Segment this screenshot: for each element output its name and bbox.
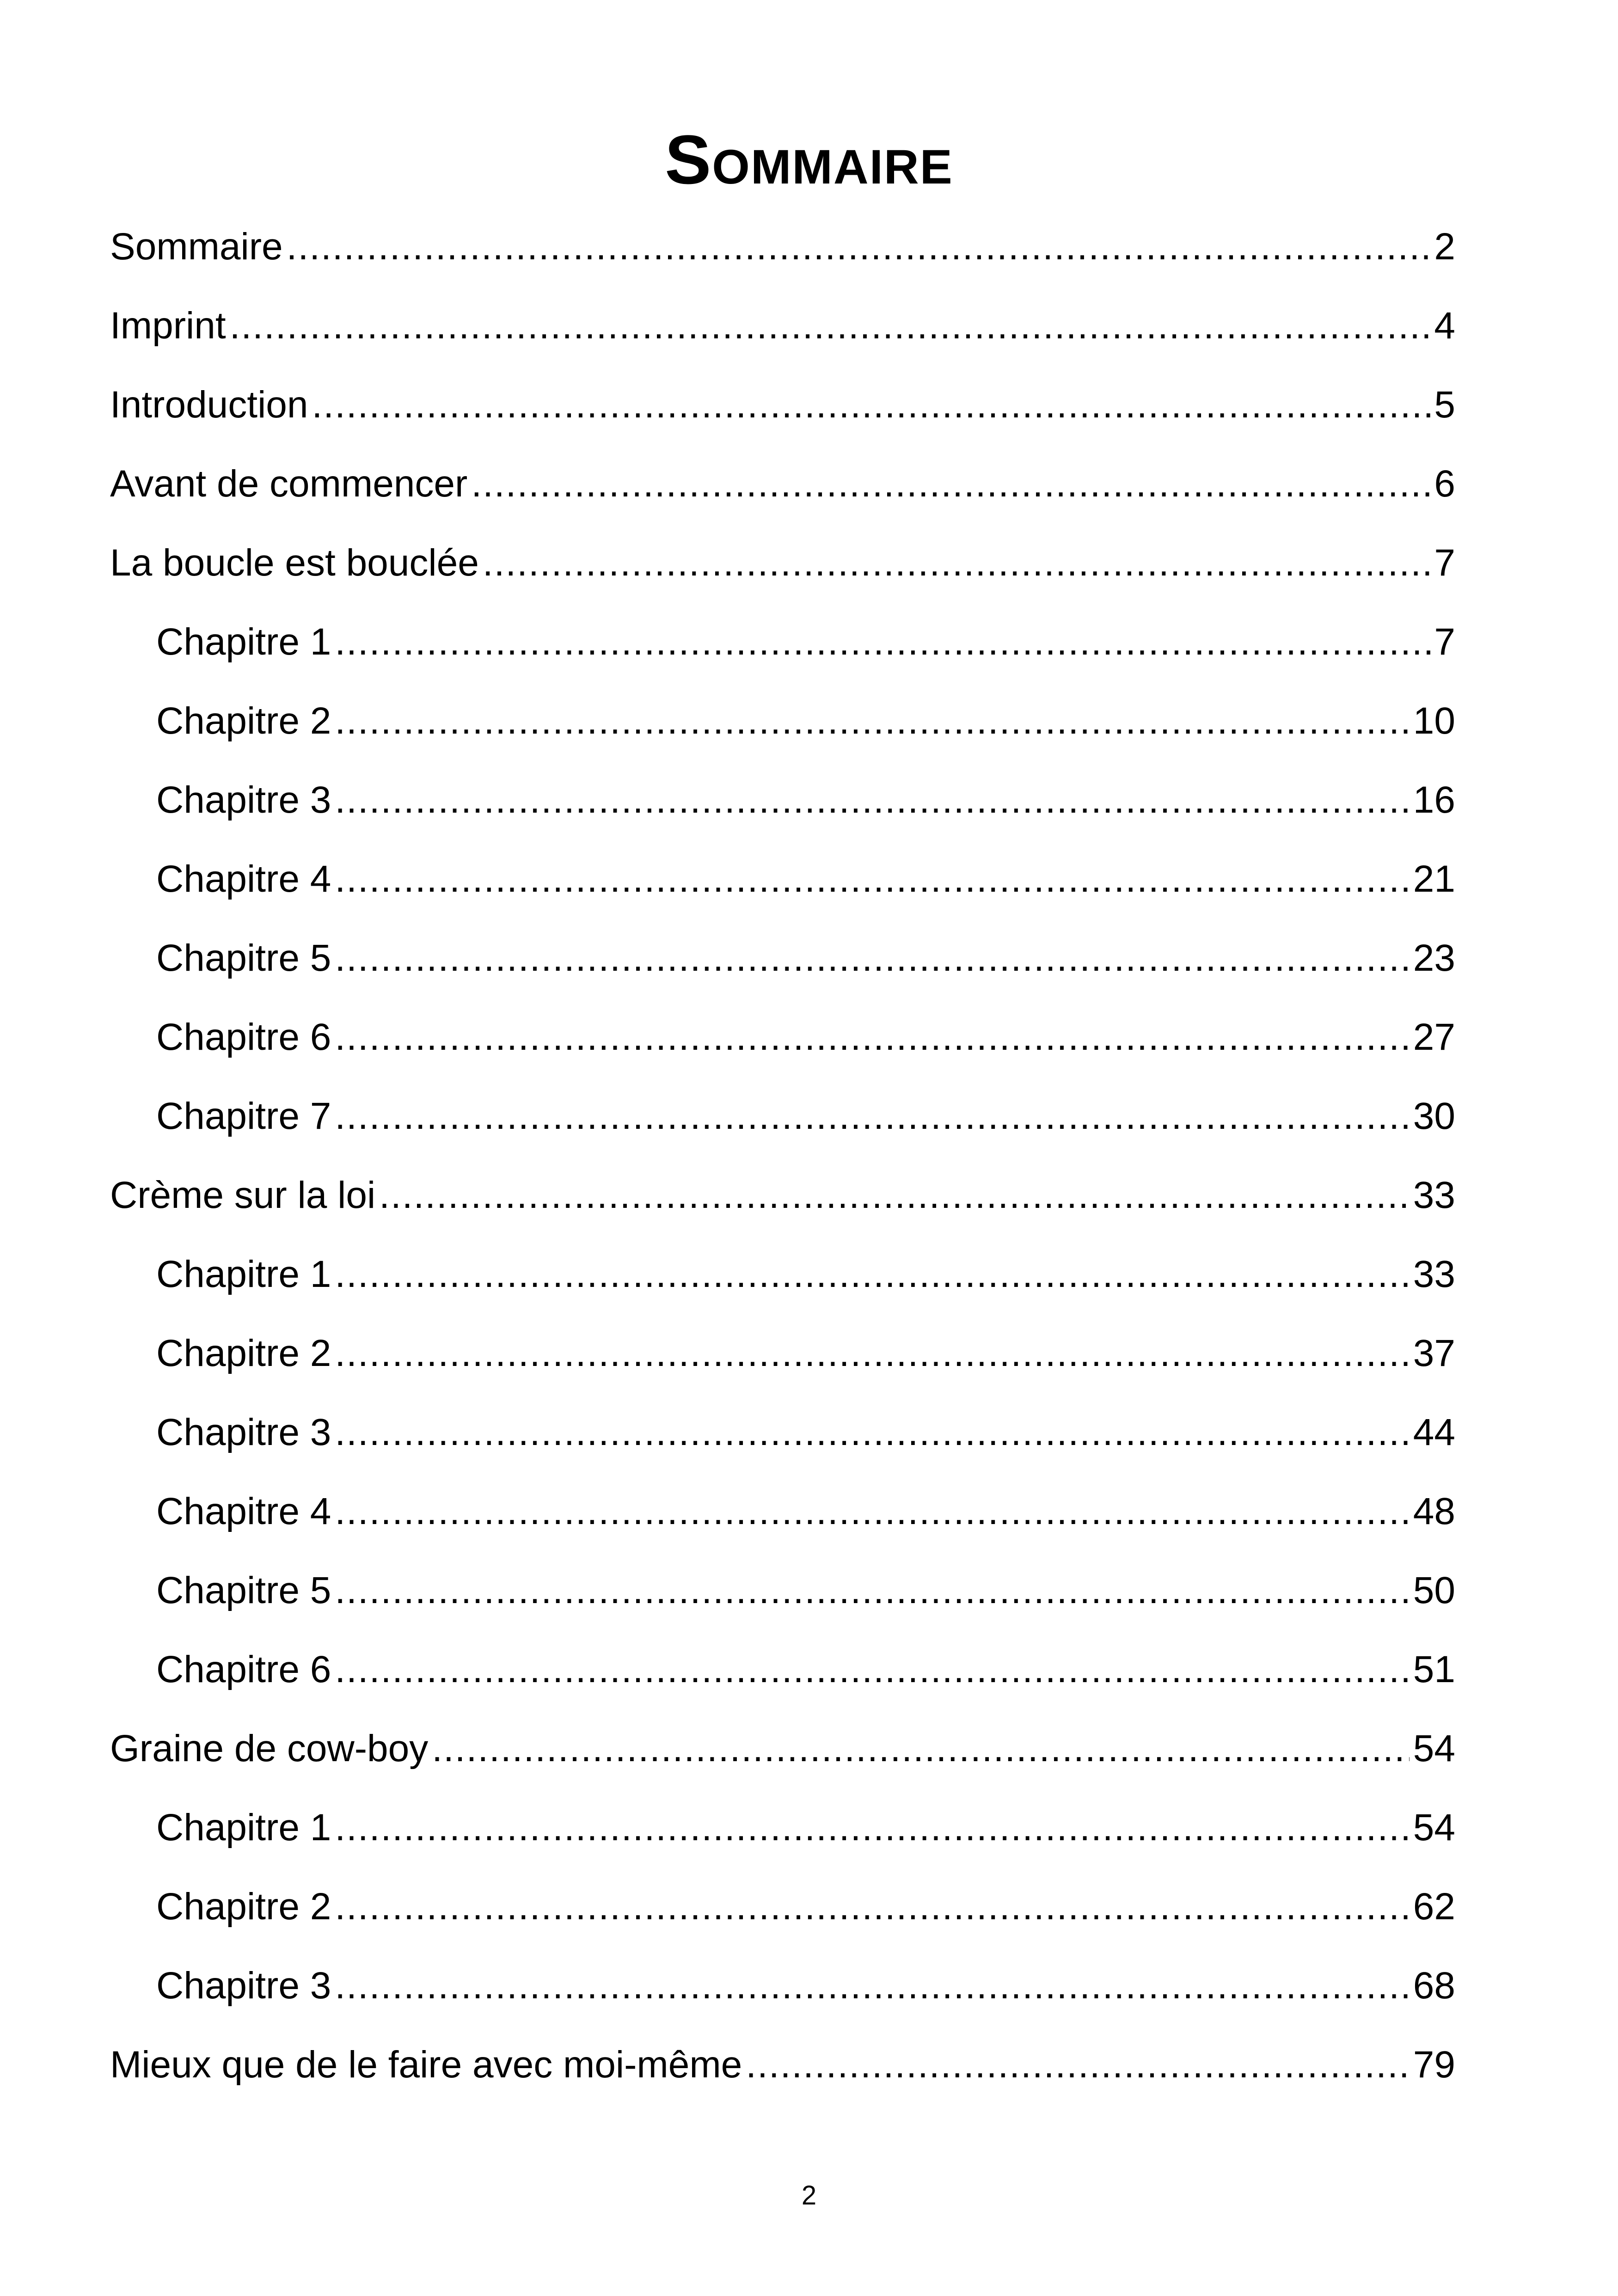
toc-entry-page: 7 xyxy=(1434,621,1455,663)
toc-entry-label: Chapitre 3 xyxy=(156,1411,331,1453)
toc-entry[interactable] xyxy=(110,444,1455,523)
toc-entry-page: 2 xyxy=(1434,226,1455,268)
toc-dot-leader xyxy=(483,523,1431,602)
toc-entry-page: 33 xyxy=(1413,1174,1455,1216)
toc-entry[interactable] xyxy=(110,365,1455,444)
toc-entry-label: Chapitre 2 xyxy=(156,1332,331,1374)
toc-entry[interactable] xyxy=(110,2025,1455,2104)
toc-dot-leader xyxy=(379,1156,1410,1235)
toc-entry-page: 62 xyxy=(1413,1886,1455,1928)
toc-dot-leader xyxy=(335,1630,1409,1709)
toc-entry[interactable] xyxy=(110,1551,1455,1630)
toc-entry-label: Chapitre 6 xyxy=(156,1648,331,1690)
toc-entry-page: 27 xyxy=(1413,1016,1455,1058)
toc-entry[interactable] xyxy=(110,918,1455,998)
toc-entry-label: Chapitre 5 xyxy=(156,937,331,979)
toc-entry-label: Avant de commencer xyxy=(110,463,468,505)
toc-dot-leader xyxy=(335,681,1409,760)
toc-entry-page: 33 xyxy=(1413,1253,1455,1295)
toc-entry-page: 5 xyxy=(1434,384,1455,426)
toc-dot-leader xyxy=(432,1709,1410,1788)
toc-entry-page: 54 xyxy=(1413,1806,1455,1849)
toc-entry[interactable] xyxy=(110,998,1455,1077)
toc-entry-page: 10 xyxy=(1413,700,1455,742)
toc-entry-label: Chapitre 1 xyxy=(156,1253,331,1295)
toc-entry-page: 51 xyxy=(1413,1648,1455,1690)
toc-entry-label: Chapitre 3 xyxy=(156,779,331,821)
toc-entry[interactable] xyxy=(110,1393,1455,1472)
toc-dot-leader xyxy=(335,602,1430,681)
toc-entry[interactable] xyxy=(110,1235,1455,1314)
toc-entry-label: Mieux que de le faire avec moi-même xyxy=(110,2044,742,2086)
toc-entry-page: 79 xyxy=(1413,2044,1455,2086)
toc-dot-leader xyxy=(335,1867,1409,1946)
toc-dot-leader xyxy=(335,918,1409,998)
toc-entry-page: 48 xyxy=(1413,1490,1455,1532)
toc-entry-page: 7 xyxy=(1434,542,1455,584)
toc-entry-page: 21 xyxy=(1413,858,1455,900)
toc-entry-label: Chapitre 3 xyxy=(156,1965,331,2007)
page-number: 2 xyxy=(801,2180,817,2210)
toc-entry-label: Chapitre 1 xyxy=(156,1806,331,1849)
toc-dot-leader xyxy=(746,2025,1410,2104)
toc-entry-label: La boucle est bouclée xyxy=(110,542,479,584)
toc-entry-page: 4 xyxy=(1434,305,1455,347)
toc-entry[interactable] xyxy=(110,1077,1455,1156)
toc-entry[interactable] xyxy=(110,286,1455,365)
toc-entry[interactable] xyxy=(110,1630,1455,1709)
toc-entry-label: Chapitre 4 xyxy=(156,1490,331,1532)
toc-entry-label: Chapitre 6 xyxy=(156,1016,331,1058)
toc-dot-leader xyxy=(312,365,1431,444)
toc-entry-label: Chapitre 2 xyxy=(156,1886,331,1928)
toc-entry-label: Chapitre 2 xyxy=(156,700,331,742)
toc-dot-leader xyxy=(335,1788,1409,1867)
toc-dot-leader xyxy=(335,998,1409,1077)
toc-dot-leader xyxy=(335,1235,1409,1314)
toc-entry[interactable] xyxy=(110,839,1455,918)
toc-dot-leader xyxy=(335,1946,1409,2025)
toc-entry[interactable] xyxy=(110,1472,1455,1551)
toc-dot-leader xyxy=(335,1551,1409,1630)
toc-entry-page: 54 xyxy=(1413,1727,1455,1769)
toc-entry[interactable] xyxy=(110,1946,1455,2025)
toc-entry-label: Chapitre 7 xyxy=(156,1095,331,1137)
toc-entry[interactable] xyxy=(110,207,1455,286)
toc-dot-leader xyxy=(335,1472,1409,1551)
toc-entry-label: Graine de cow-boy xyxy=(110,1727,429,1769)
toc-entry-page: 37 xyxy=(1413,1332,1455,1374)
toc-entry-page: 44 xyxy=(1413,1411,1455,1453)
toc-entry[interactable] xyxy=(110,1314,1455,1393)
toc-entry-page: 30 xyxy=(1413,1095,1455,1137)
toc-dot-leader xyxy=(335,1393,1409,1472)
toc-entry[interactable] xyxy=(110,1709,1455,1788)
toc-entry-page: 50 xyxy=(1413,1569,1455,1611)
toc-entry-page: 23 xyxy=(1413,937,1455,979)
toc-dot-leader xyxy=(335,1077,1409,1156)
toc-entry-page: 6 xyxy=(1434,463,1455,505)
toc-entry[interactable] xyxy=(110,602,1455,681)
page-title: Sommaire xyxy=(665,121,953,198)
toc-dot-leader xyxy=(335,760,1409,839)
toc-entry-label: Imprint xyxy=(110,305,226,347)
toc-entry[interactable] xyxy=(110,1788,1455,1867)
toc-entry-page: 68 xyxy=(1413,1965,1455,2007)
toc-entry-label: Chapitre 1 xyxy=(156,621,331,663)
toc-dot-leader xyxy=(471,444,1430,523)
toc-entry[interactable] xyxy=(110,760,1455,839)
toc-entry-label: Sommaire xyxy=(110,226,283,268)
toc-entry-label: Introduction xyxy=(110,384,308,426)
toc-entry-label: Crème sur la loi xyxy=(110,1174,376,1216)
toc-dot-leader xyxy=(230,286,1431,365)
toc-dot-leader xyxy=(287,207,1431,286)
toc-entry-label: Chapitre 4 xyxy=(156,858,331,900)
toc-entry[interactable] xyxy=(110,1156,1455,1235)
toc-entry[interactable] xyxy=(110,1867,1455,1946)
toc-dot-leader xyxy=(335,839,1409,918)
table-of-contents xyxy=(110,207,1455,2104)
toc-entry-page: 16 xyxy=(1413,779,1455,821)
toc-entry[interactable] xyxy=(110,681,1455,760)
toc-dot-leader xyxy=(335,1314,1409,1393)
toc-entry[interactable] xyxy=(110,523,1455,602)
toc-entry-label: Chapitre 5 xyxy=(156,1569,331,1611)
